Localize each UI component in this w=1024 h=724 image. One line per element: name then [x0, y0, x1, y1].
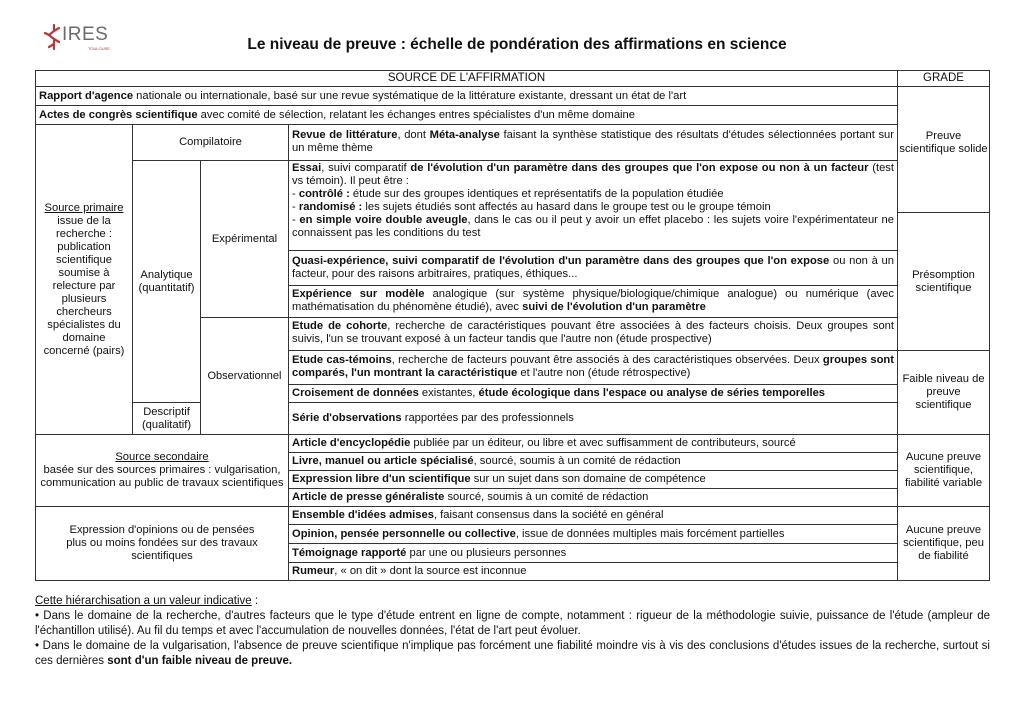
row-cas-temoins: Etude cas-témoins, recherche de facteurs pouvant être associés à des caractéristiques observées. Deux groupes sont comparés, l'un montrant la caractéristique et l'autre non (étude rétrospective) — [288, 350, 898, 385]
row-idees-admises: Ensemble d'idées admises, faisant consensus dans la société en général — [288, 506, 898, 525]
row-quasi: Quasi-expérience, suivi comparatif de l'évolution d'un paramètre dans des groupes que l'on expose ou non à un facteur, pour des raisons arbitraires, pratiques, éthiques... — [288, 250, 898, 286]
header-grade: GRADE — [897, 70, 990, 87]
secondary-source-label: Source secondaire basée sur des sources primaires : vulgarisation, communication au public de travaux scientifiques — [35, 434, 289, 507]
grade-aucune-variable: Aucune preuve scientifique, fiabilité variable — [897, 434, 990, 507]
analytique-label: Analytique (quantitatif) — [132, 160, 201, 403]
notes-heading: Cette hiérarchisation a un valeur indicative : — [35, 595, 259, 607]
header-source: SOURCE DE L'AFFIRMATION — [35, 70, 898, 87]
row-revue: Revue de littérature, dont Méta-analyse faisant la synthèse statistique des résultats d'études sélectionnées portant sur un même thème — [288, 124, 898, 161]
notes-vulgarisation: • Dans le domaine de la vulgarisation, l'absence de preuve scientifique n'implique pas forcément une fiabilité moindre vis à vis des conclusions d'études issues de la recherche, surtout si ces dernières sont d'un faible niveau de preuve. — [35, 640, 990, 667]
descriptif-label: Descriptif (qualitatif) — [132, 402, 201, 435]
row-presse: Article de presse généraliste sourcé, soumis à un comité de rédaction — [288, 488, 898, 507]
grade-presomption: Présomption scientifique — [897, 212, 990, 351]
opinions-label: Expression d'opinions ou de pensées plus ou moins fondées sur des travaux scientifiques — [35, 506, 289, 581]
row-livre: Livre, manuel ou article spécialisé, sourcé, soumis à un comité de rédaction — [288, 452, 898, 471]
row-modele: Expérience sur modèle analogique (sur système physique/biologique/chimique analogue) ou numérique (avec mathématisation du phénomène étudié), avec suivi de l'évolution d'un paramètre — [288, 285, 898, 318]
row-rapport: Rapport d'agence nationale ou internationale, basé sur une revue systématique de la littérature existante, dressant un état de l'art — [35, 86, 898, 106]
row-actes: Actes de congrès scientifique avec comité de sélection, relatant les échanges entres spécialistes d'un même domaine — [35, 105, 898, 125]
page-title: Le niveau de preuve : échelle de pondération des affirmations en science — [247, 36, 787, 53]
row-essai: Essai, suivi comparatif de l'évolution d'un paramètre dans des groupes que l'on expose ou non à un facteur (test vs témoin). Il peut être : - contrôlé : étude sur des groupes identiques et représentatifs de la population étudiée - randomisé : les sujets étudiés sont affectés au hasard dans le groupe test ou le groupe témoin - en simple voire double aveugle, dans le cas ou il peut y avoir un effet placebo : les sujets voire l'expérimentateur ne connaissent pas les conditions du test — [288, 160, 898, 251]
row-cohorte: Etude de cohorte, recherche de caractéristiques pouvant être associées à des facteurs choisis. Deux groupes sont suivis, l'un se trouvant exposé à un facteur tandis que l'autre non (étude prospective) — [288, 317, 898, 351]
observationnel-label: Observationnel — [200, 317, 289, 435]
row-rumeur: Rumeur, « on dit » dont la source est inconnue — [288, 562, 898, 581]
notes-research: • Dans le domaine de la recherche, d'autres facteurs que le type d'étude entrent en ligne de compte, notamment : rigueur de la méthodologie suivie, puissance de l'étude (ampleur de l'échantillon utilisé). Au fil du temps et avec l'accumulation de nouvelles données, l'état de l'art peut évoluer. — [35, 610, 990, 637]
row-serie: Série d'observations rapportées par des professionnels — [288, 402, 898, 435]
row-opinion: Opinion, pensée personnelle ou collective, issue de données multiples mais forcément partielles — [288, 524, 898, 544]
grade-aucune-peu: Aucune preuve scientifique, peu de fiabilité — [897, 506, 990, 581]
grade-faible: Faible niveau de preuve scientifique — [897, 350, 990, 435]
grade-solide: Preuve scientifique solide — [897, 86, 990, 213]
row-temoignage: Témoignage rapporté par une ou plusieurs personnes — [288, 543, 898, 563]
compilatoire-label: Compilatoire — [132, 124, 289, 161]
row-encyclopedie: Article d'encyclopédie publiée par un éditeur, ou libre et avec suffisamment de contributeurs, sourcé — [288, 434, 898, 453]
logo-text: IRES — [62, 24, 109, 45]
logo-subtext: TOULOUSE — [88, 46, 110, 51]
primary-source-label: Source primaire issue de la recherche : publication scientifique soumise à relecture par plusieurs chercheurs spécialistes du domaine concerné (pairs) — [35, 124, 133, 435]
row-croisement: Croisement de données existantes, étude écologique dans l'espace ou analyse de séries temporelles — [288, 384, 898, 403]
experimental-label: Expérimental — [200, 160, 289, 318]
row-expression-libre: Expression libre d'un scientifique sur un sujet dans son domaine de compétence — [288, 470, 898, 489]
